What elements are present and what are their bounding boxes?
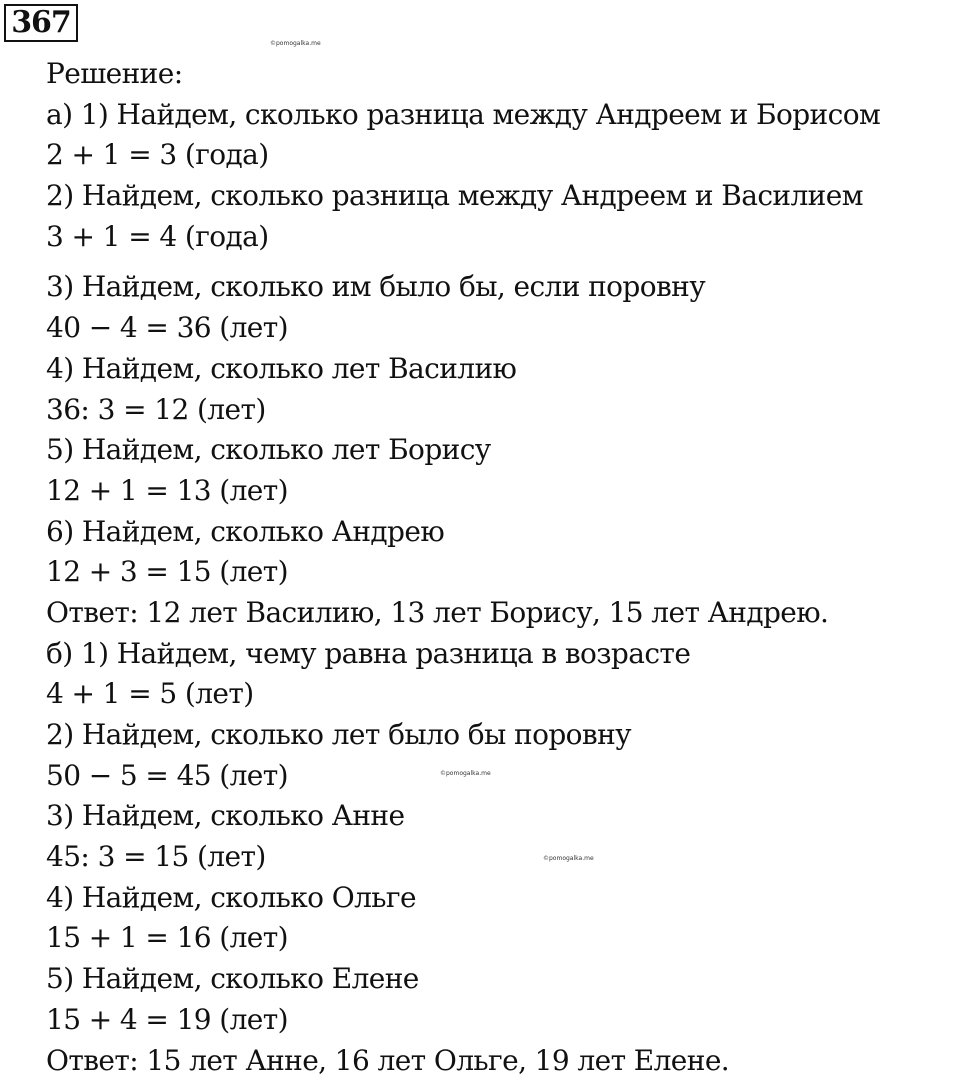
watermark: ©pomogalka.me — [270, 40, 321, 47]
solution-line: 4) Найдем, сколько лет Василию — [46, 351, 517, 385]
solution-line: 3) Найдем, сколько Анне — [46, 799, 405, 833]
problem-number: 367 — [4, 4, 78, 42]
solution-line: 45: 3 = 15 (лет) — [46, 840, 266, 874]
watermark: ©pomogalka.me — [440, 770, 491, 777]
watermark: ©pomogalka.me — [543, 855, 594, 862]
solution-text — [46, 54, 960, 1081]
solution-line: 6) Найдем, сколько Андрею — [46, 514, 445, 548]
solution-line: 40 − 4 = 36 (лет) — [46, 311, 288, 345]
solution-line: 2) Найдем, сколько разница между Андреем и Василием — [46, 179, 863, 213]
solution-line: 4 + 1 = 5 (лет) — [46, 677, 254, 711]
solution-line: 3) Найдем, сколько им было бы, если поровну — [46, 270, 706, 304]
solution-line: 12 + 3 = 15 (лет) — [46, 555, 288, 589]
solution-line: 12 + 1 = 13 (лет) — [46, 473, 288, 507]
solution-line: а) 1) Найдем, сколько разница между Андреем и Борисом — [46, 97, 881, 131]
solution-line: 50 − 5 = 45 (лет) — [46, 758, 288, 792]
solution-line: 15 + 1 = 16 (лет) — [46, 921, 288, 955]
solution-line: 5) Найдем, сколько Елене — [46, 962, 419, 996]
solution-line: 36: 3 = 12 (лет) — [46, 392, 266, 426]
solution-line: б) 1) Найдем, чему равна разница в возрасте — [46, 636, 691, 670]
solution-line: 3 + 1 = 4 (года) — [46, 219, 269, 253]
solution-line: 4) Найдем, сколько Ольге — [46, 880, 416, 914]
paragraph-gap — [46, 257, 960, 267]
solution-line: 2) Найдем, сколько лет было бы поровну — [46, 718, 632, 751]
solution-line: 15 + 4 = 19 (лет) — [46, 1002, 288, 1036]
solution-heading: Решение: — [46, 57, 183, 90]
answer-line: Ответ: 15 лет Анне, 16 лет Ольге, 19 лет Елене. — [46, 1043, 730, 1077]
solution-line: 5) Найдем, сколько лет Борису — [46, 433, 491, 467]
answer-line: Ответ: 12 лет Василию, 13 лет Борису, 15 лет Андрею. — [46, 595, 829, 629]
solution-line: 2 + 1 = 3 (года) — [46, 138, 269, 172]
